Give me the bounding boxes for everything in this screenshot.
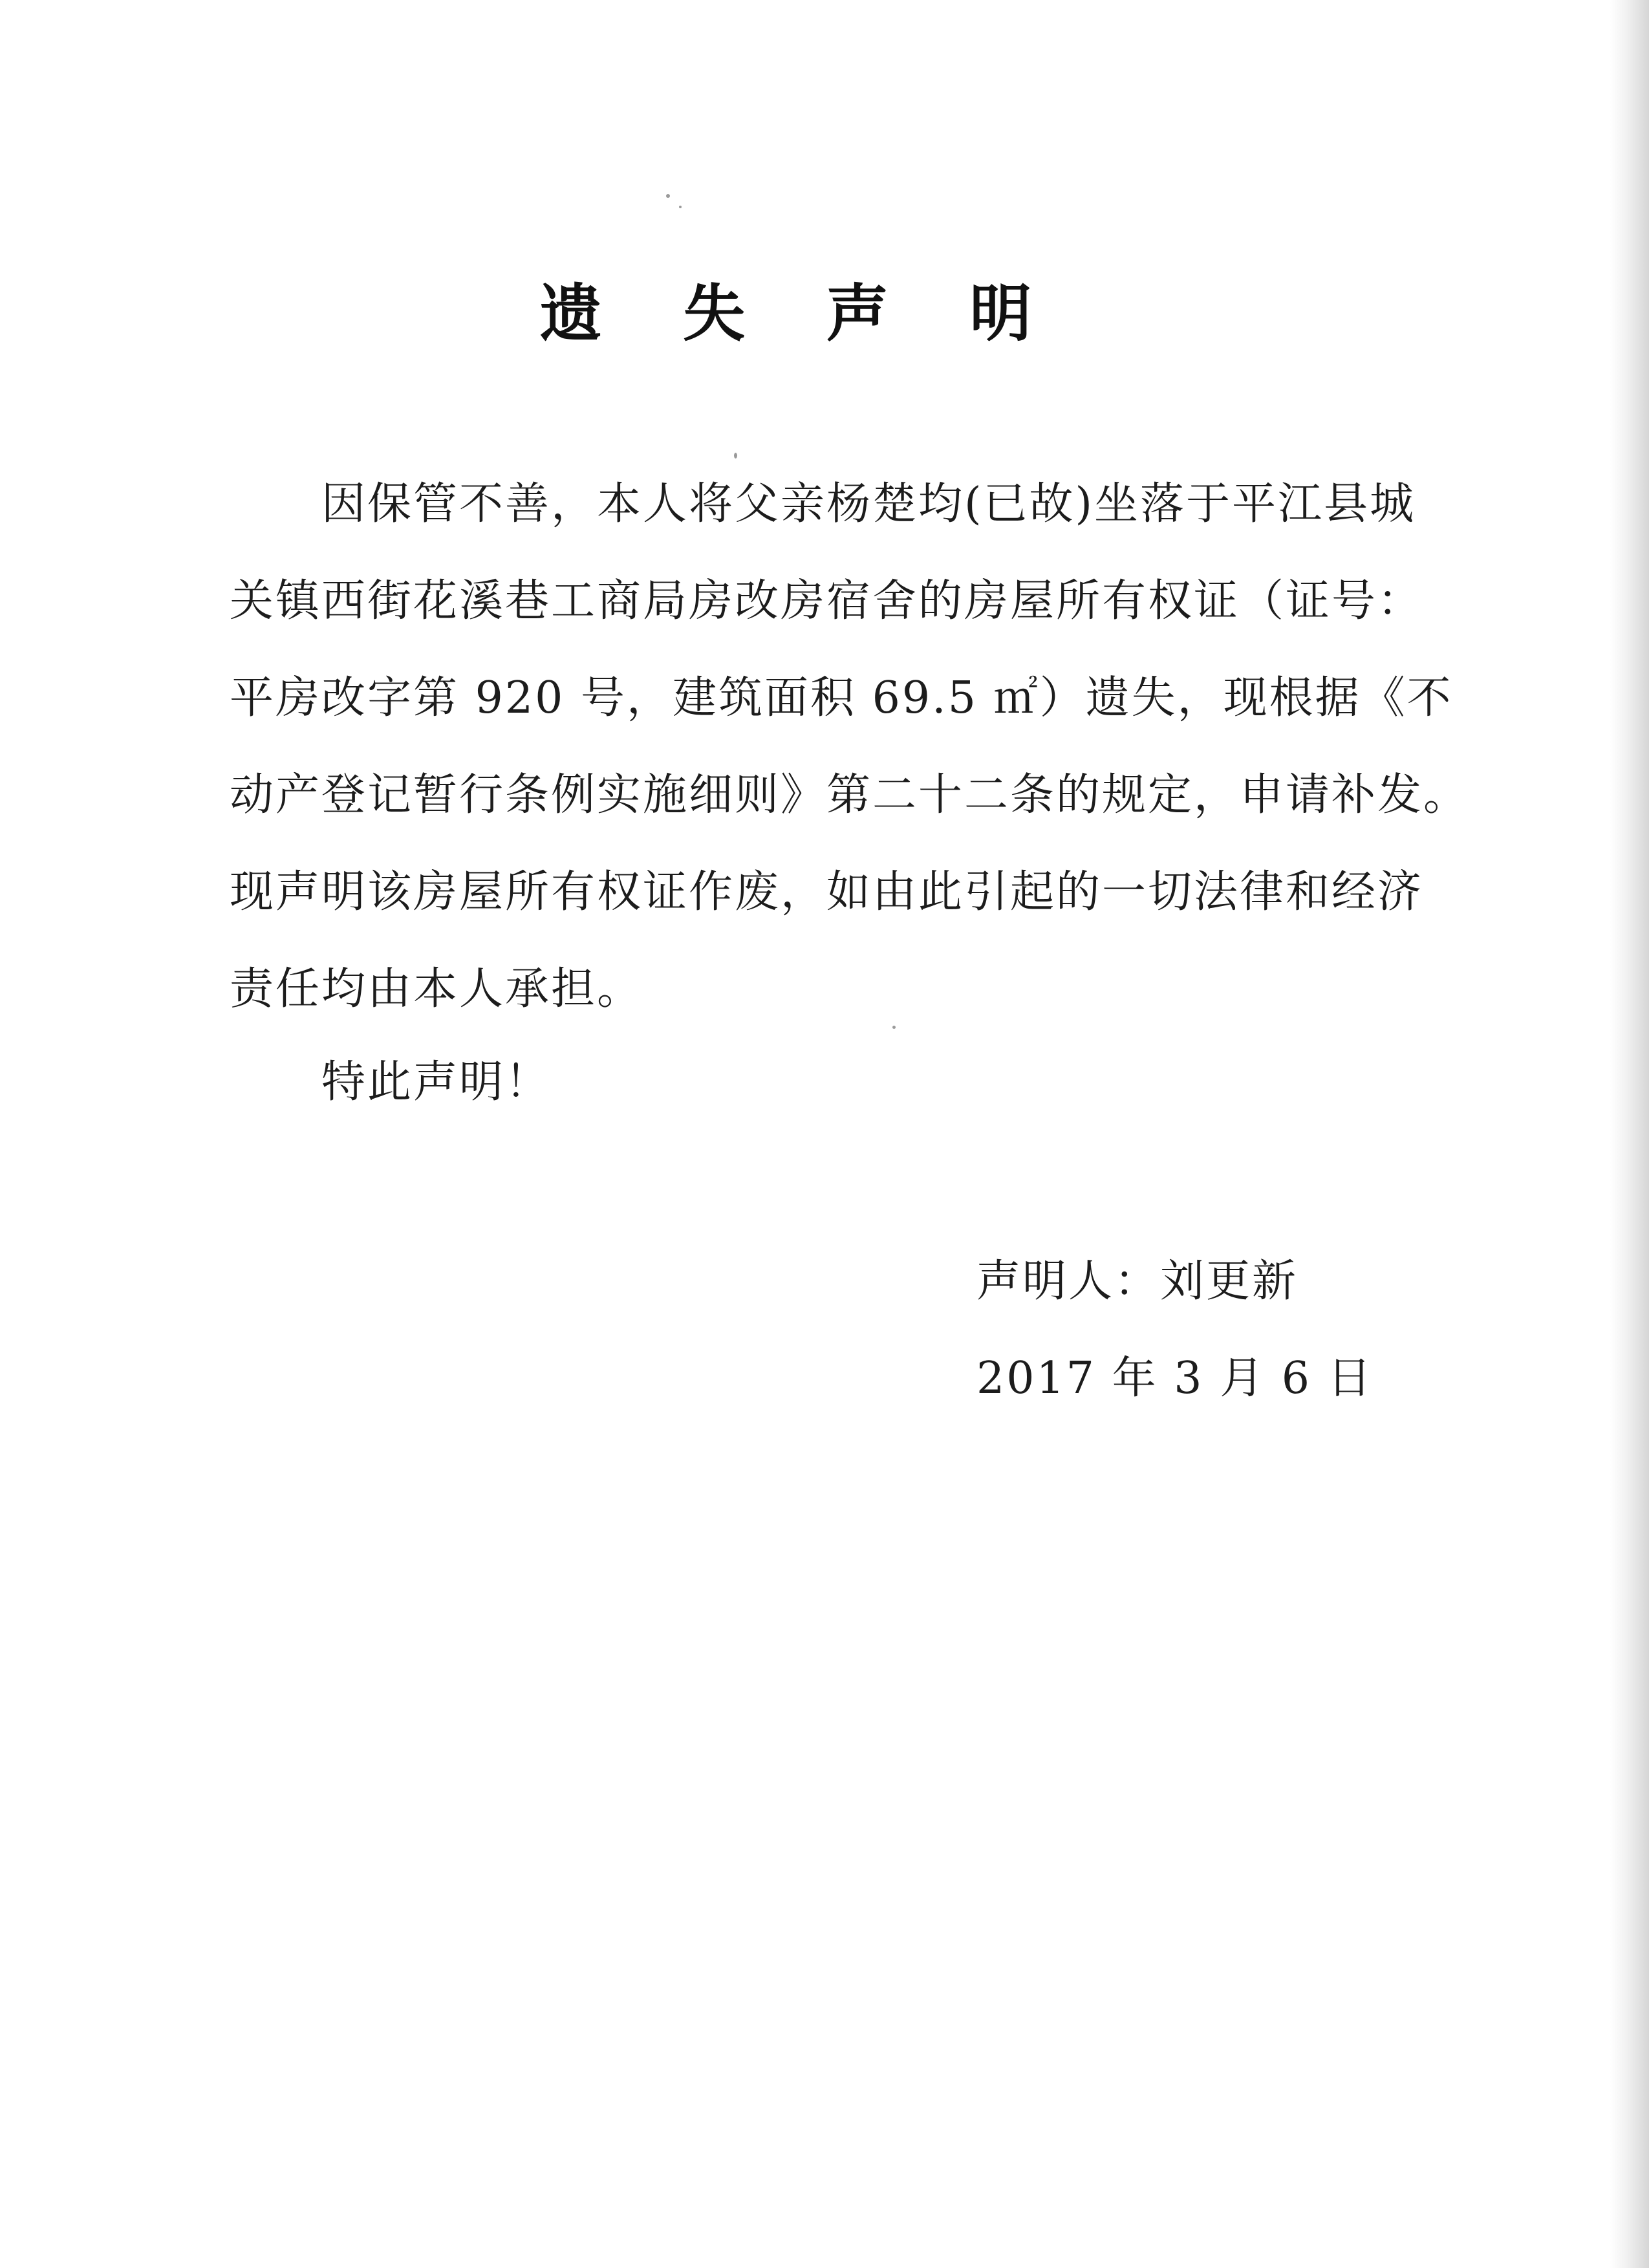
scan-speck: [679, 206, 682, 208]
paragraph-line: 动产登记暂行条例实施细则》第二十二条的规定，申请补发。: [230, 770, 1470, 821]
scan-speck: [892, 1026, 896, 1029]
scan-speck: [734, 453, 737, 459]
declaration-date: 2017 年 3 月 6 日: [976, 1353, 1374, 1404]
scan-shadow-edge: [1610, 0, 1649, 2268]
paragraph-line: 平房改字第 920 号，建筑面积 69.5 ㎡）遗失，现根据《不: [230, 673, 1453, 724]
document-title: 遗 失 声 明: [539, 277, 1062, 350]
paragraph-line: 现声明该房屋所有权证作废，如由此引起的一切法律和经济: [230, 867, 1424, 918]
paragraph-line: 关镇西街花溪巷工商局房改房宿舍的房屋所有权证（证号：: [230, 576, 1424, 627]
paragraph-line: 因保管不善，本人将父亲杨楚均(已故)坐落于平江县城: [230, 479, 1416, 530]
closing-line: 特此声明！: [230, 1057, 552, 1108]
scan-speck: [666, 194, 670, 198]
paragraph-line: 责任均由本人承担。: [230, 964, 643, 1015]
declarant-name: 声明人：刘更新: [976, 1256, 1299, 1307]
